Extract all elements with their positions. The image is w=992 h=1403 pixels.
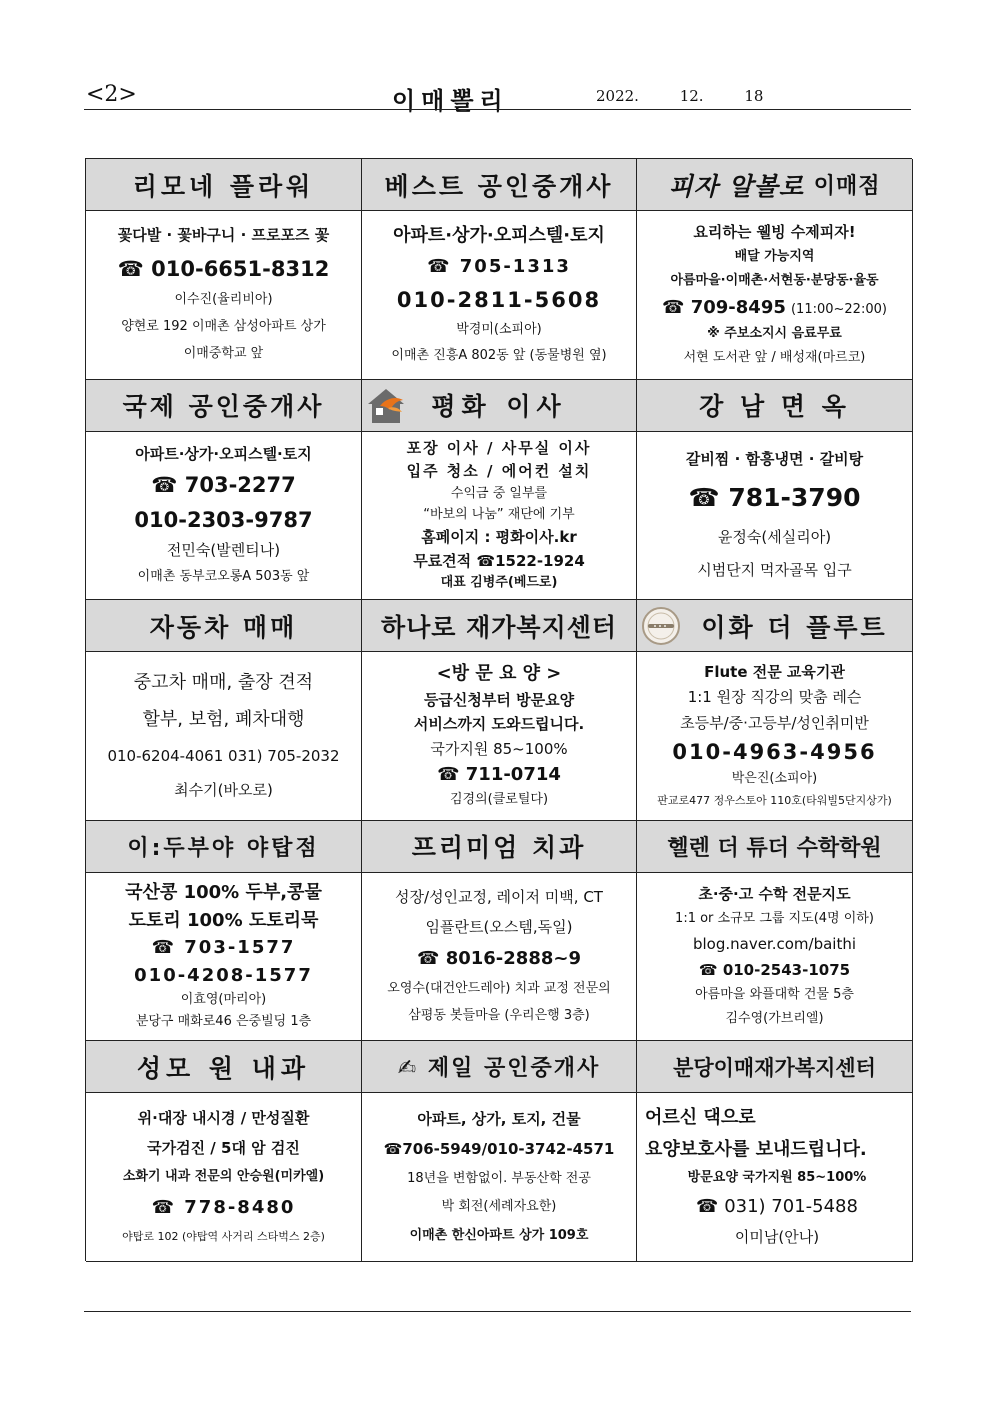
ad-line: 요리하는 웰빙 수제피자!	[693, 222, 856, 241]
ad-line: 아름마을·이매촌·서현동·분당동·율동	[670, 272, 879, 288]
ad-phone: 010-2811-5608	[396, 288, 602, 313]
ad-address: 이매중학교 앞	[183, 346, 264, 362]
ad-phone: ☎ 778-8480	[151, 1197, 296, 1218]
ad-contact-name: 김경의(클로틸다)	[449, 792, 549, 808]
ad-address: 시범단지 먹자골목 입구	[697, 561, 852, 580]
house-with-dove-logo	[366, 386, 406, 426]
ad-helen-tutor-math	[637, 821, 913, 1042]
ad-line: 갈비찜 · 함흥냉면 · 갈비탕	[685, 450, 864, 469]
ad-phone: ☎ 010-6651-8312	[117, 256, 330, 281]
ad-title: 평화 이사	[362, 380, 636, 432]
ad-phone: ☎ 711-0714	[437, 764, 561, 786]
ad-phone: ☎706-5949/010-3742-4571	[383, 1140, 615, 1159]
ad-limone-flower	[86, 159, 362, 380]
ad-contact-name: 박경미(소피아)	[456, 322, 542, 338]
ad-line: <방 문 요 양 >	[436, 662, 562, 684]
ad-phone: 010-6204-4061 031) 705-2032	[107, 746, 340, 765]
ad-line: 성장/성인교정, 레이저 미백, CT	[395, 888, 603, 907]
ad-pizza-alvolo	[637, 159, 913, 380]
ad-contact-name: 최수기(바오로)	[174, 780, 273, 799]
ad-phone: 010-2303-9787	[134, 507, 313, 532]
ad-gangnam-myeonok	[637, 380, 913, 601]
ad-line: ※ 주보소지시 음료무료	[707, 326, 842, 342]
ad-contact-name: 이효영(마리아)	[180, 992, 267, 1008]
ad-idubuya	[86, 821, 362, 1042]
ad-line: 꽃다발 · 꽃바구니 · 프로포즈 꽃	[117, 226, 330, 245]
ad-address: 양현로 192 이매촌 삼성아파트 상가	[121, 319, 326, 335]
ad-line: 1:1 or 소규모 그룹 지도(4명 이하)	[675, 911, 874, 927]
ad-title: 이:두부야 야탑점	[86, 821, 361, 873]
ad-line: 아파트·상가·오피스텔·토지	[135, 444, 312, 463]
ad-line: 18년을 변함없이. 부동산학 전공	[407, 1171, 591, 1186]
ad-title: 헬렌 더 튜더 수학학원	[637, 821, 912, 873]
page-header	[84, 80, 911, 115]
ad-line: 국가검진 / 5대 암 검진	[147, 1139, 300, 1158]
ad-contact-name: 이수진(율리비아)	[174, 292, 273, 308]
ad-address: 아름마을 와플대학 건물 5층	[695, 987, 854, 1003]
ad-line: 아파트·상가·오피스텔·토지	[393, 224, 605, 246]
ad-address: 서현 도서관 앞 / 배성재(마르코)	[683, 349, 866, 365]
ad-phone: 010-4208-1577	[134, 964, 313, 986]
ad-phone: ☎ 031) 701-5488	[696, 1196, 858, 1218]
ad-hours: (11:00~22:00)	[790, 301, 887, 317]
ad-line: 입주 청소 / 에어컨 설치	[406, 462, 592, 481]
ad-phone: ☎ 781-3790	[688, 483, 861, 513]
ad-gukje-realty	[86, 380, 362, 601]
ad-grid	[85, 158, 912, 1261]
ad-address: 이매촌 한신아파트 상가 109호	[409, 1227, 589, 1243]
page-number: <2>	[86, 82, 137, 107]
ad-phone: 010-4963-4956	[672, 740, 877, 764]
ad-line: 수익금 중 일부를	[450, 485, 548, 501]
ad-title: 국제 공인중개사	[86, 380, 361, 432]
ad-contact-name: 윤정숙(세실리아)	[717, 528, 832, 547]
ad-contact-name: 대표 김병주(베드로)	[440, 575, 558, 590]
ad-best-realty	[362, 159, 637, 380]
ad-homepage: 홈페이지 : 평화이사.kr	[421, 528, 577, 547]
ad-title: 분당이매재가복지센터	[637, 1041, 912, 1093]
ad-phone: ☎ 703-2277	[151, 473, 296, 498]
ad-title: ✍ 제일 공인중개사	[362, 1041, 636, 1093]
ad-line: 아파트, 상가, 토지, 건물	[417, 1109, 581, 1128]
ad-blog: blog.naver.com/baithi	[692, 934, 857, 953]
ad-line: 초등부/중·고등부/성인취미반	[680, 713, 869, 732]
ad-phone: 무료견적 ☎1522-1924	[413, 551, 585, 570]
ad-title: 베스트 공인중개사	[362, 159, 636, 211]
ad-title: 자동차 매매	[86, 600, 361, 652]
ad-seongmo-clinic	[86, 1041, 362, 1262]
ad-contact-name: 전민숙(발렌티나)	[166, 541, 281, 560]
ad-title: 성모 원 내과	[86, 1041, 361, 1093]
ad-line: 포장 이사 / 사무실 이사	[406, 438, 592, 457]
ad-line: 어르신 댁으로	[645, 1107, 756, 1129]
ad-line: 소화기 내과 전문의 안승원(미카엘)	[122, 1169, 325, 1185]
ad-phone: ☎ 703-1577	[151, 937, 296, 959]
ad-phone: ☎ 010-2543-1075	[698, 961, 851, 980]
footer-divider	[84, 1311, 911, 1312]
bulletin-date: 2022. 12. 18	[596, 87, 764, 105]
ad-premium-dental	[362, 821, 637, 1042]
ad-line: 오영수(대건안드레아) 치과 교정 전문의	[387, 980, 611, 996]
ad-address: 삼평동 봇들마을 (우리은행 3층)	[408, 1008, 590, 1024]
ad-title: 리모네 플라워	[86, 159, 361, 211]
ad-title: 하나로 재가복지센터	[362, 600, 636, 652]
ad-contact-name: 박 회전(세례자요한)	[441, 1199, 557, 1215]
ad-line: 1:1 원장 직강의 맞춤 레슨	[687, 688, 862, 707]
ad-line: 국산콩 100% 두부,콩물	[125, 882, 322, 904]
ad-line: 할부, 보험, 폐차대행	[142, 709, 305, 731]
ad-line: 임플란트(오스템,독일)	[425, 917, 573, 936]
ad-ewha-flute	[637, 600, 913, 821]
bulletin-title: 이매뽈리	[392, 87, 509, 115]
ad-line: “바보의 나눔” 재단에 기부	[423, 506, 575, 522]
ad-address: 판교로477 정우스토아 110호(타워빌5단지상가)	[657, 794, 892, 808]
ad-line: 초·중·고 수학 전문지도	[698, 884, 851, 903]
ad-contact-name: 박은진(소피아)	[731, 771, 818, 787]
ad-title: 피자 알볼로 이매점	[637, 159, 912, 211]
ad-line: 국가지원 85~100%	[430, 739, 568, 758]
flute-emblem-logo	[641, 606, 681, 646]
ad-line: 방문요양 국가지원 85~100%	[687, 1170, 867, 1186]
ad-line: 요양보호사를 보내드립니다.	[645, 1138, 867, 1160]
ad-address: 야탑로 102 (야탑역 사거리 스타벅스 2층)	[122, 1230, 325, 1244]
ad-line: 배달 가능지역	[734, 248, 815, 264]
ad-address: 이매촌 동부코오롱A 503동 앞	[137, 568, 310, 584]
ad-address: 이매촌 진흥A 802동 앞 (동물병원 옆)	[391, 347, 607, 363]
ad-phone-row	[662, 298, 887, 319]
ad-line: 서비스까지 도와드립니다.	[413, 715, 585, 734]
ad-phone: ☎ 705-1313	[427, 256, 571, 278]
ad-contact-name: 이미남(안나)	[734, 1227, 820, 1246]
ad-car-trading	[86, 600, 362, 821]
ad-line: 등급신청부터 방문요양	[423, 690, 575, 709]
ad-line: 도토리 100% 도토리묵	[128, 909, 319, 931]
ad-address: 분당구 매화로46 은중빌딩 1층	[135, 1013, 312, 1029]
ad-line: 위·대장 내시경 / 만성질환	[137, 1109, 310, 1128]
ad-pyeonghwa-moving	[362, 380, 637, 601]
ad-jeil-realty	[362, 1041, 637, 1262]
ad-title: 이화 더 플루트	[637, 600, 912, 652]
ad-title: 강 남 면 옥	[637, 380, 912, 432]
ad-phone: ☎ 709-8495	[662, 296, 786, 318]
ad-bundang-imae-care	[637, 1041, 913, 1262]
header-divider	[84, 109, 911, 110]
ad-line: 중고차 매매, 출장 견적	[133, 671, 314, 693]
ad-hanaro-care	[362, 600, 637, 821]
ad-line: Flute 전문 교육기관	[704, 663, 845, 682]
ad-contact-name: 김수영(가브리엘)	[725, 1011, 824, 1027]
ad-title: 프리미엄 치과	[362, 821, 636, 873]
ad-phone: ☎ 8016-2888~9	[417, 947, 581, 969]
